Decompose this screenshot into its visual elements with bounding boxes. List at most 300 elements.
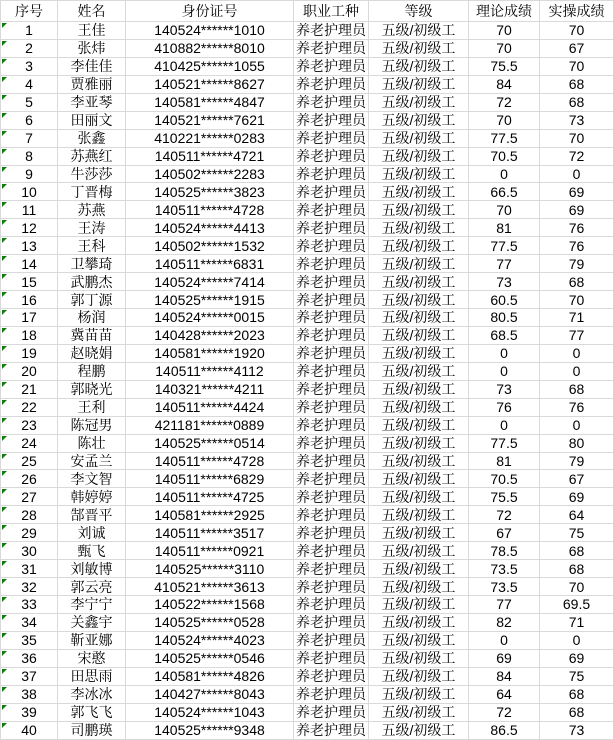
cell-value: 五级/初级工 — [382, 23, 456, 37]
cell-practical_score[interactable] — [540, 291, 613, 309]
cell-level[interactable] — [369, 685, 469, 703]
cell-practical_score[interactable] — [540, 667, 613, 685]
cell-occupation[interactable] — [294, 326, 369, 344]
cell-occupation[interactable] — [294, 542, 369, 560]
cell-name[interactable] — [58, 22, 126, 40]
cell-occupation[interactable] — [294, 219, 369, 237]
cell-id_number[interactable] — [126, 613, 294, 631]
cell-theory_score[interactable] — [469, 362, 540, 380]
cell-name[interactable] — [58, 255, 126, 273]
cell-id_number[interactable] — [126, 631, 294, 649]
cell-id_number[interactable] — [126, 685, 294, 703]
cell-name[interactable] — [58, 165, 126, 183]
cell-name[interactable] — [58, 326, 126, 344]
cell-level[interactable] — [369, 129, 469, 147]
cell-name[interactable] — [58, 434, 126, 452]
cell-level[interactable] — [369, 506, 469, 524]
cell-practical_score[interactable] — [540, 22, 613, 40]
cell-level[interactable] — [369, 542, 469, 560]
cell-occupation[interactable] — [294, 578, 369, 596]
cell-level[interactable] — [369, 721, 469, 739]
cell-practical_score[interactable] — [540, 237, 613, 255]
cell-practical_score[interactable] — [540, 201, 613, 219]
cell-name[interactable] — [58, 470, 126, 488]
cell-occupation[interactable] — [294, 183, 369, 201]
cell-occupation[interactable] — [294, 201, 369, 219]
cell-name[interactable] — [58, 578, 126, 596]
cell-id_number[interactable] — [126, 129, 294, 147]
cell-level[interactable] — [369, 434, 469, 452]
cell-occupation[interactable] — [294, 703, 369, 721]
cell-name[interactable] — [58, 57, 126, 75]
cell-level[interactable] — [369, 255, 469, 273]
cell-index[interactable] — [1, 111, 58, 129]
cell-index[interactable] — [1, 183, 58, 201]
cell-theory_score[interactable] — [469, 344, 540, 362]
cell-id_number[interactable] — [126, 57, 294, 75]
cell-name[interactable] — [58, 613, 126, 631]
cell-id_number[interactable] — [126, 255, 294, 273]
cell-id_number[interactable] — [126, 416, 294, 434]
cell-index[interactable] — [1, 470, 58, 488]
cell-level[interactable] — [369, 703, 469, 721]
cell-name[interactable] — [58, 291, 126, 309]
cell-level[interactable] — [369, 560, 469, 578]
cell-occupation[interactable] — [294, 398, 369, 416]
cell-theory_score[interactable] — [469, 75, 540, 93]
column-header-level[interactable] — [369, 1, 469, 22]
cell-name[interactable] — [58, 201, 126, 219]
cell-practical_score[interactable] — [540, 685, 613, 703]
cell-occupation[interactable] — [294, 667, 369, 685]
cell-occupation[interactable] — [294, 470, 369, 488]
cell-id_number[interactable] — [126, 649, 294, 667]
cell-level[interactable] — [369, 596, 469, 614]
cell-name[interactable] — [58, 542, 126, 560]
column-header-index[interactable] — [1, 1, 58, 22]
cell-name[interactable] — [58, 721, 126, 739]
cell-name[interactable] — [58, 344, 126, 362]
cell-index[interactable] — [1, 201, 58, 219]
cell-index[interactable] — [1, 219, 58, 237]
cell-id_number[interactable] — [126, 309, 294, 327]
cell-index[interactable] — [1, 291, 58, 309]
cell-level[interactable] — [369, 524, 469, 542]
cell-value: 23 — [21, 418, 37, 432]
cell-occupation[interactable] — [294, 147, 369, 165]
column-header-practical_score[interactable] — [540, 1, 613, 22]
cell-practical_score[interactable] — [540, 309, 613, 327]
cell-practical_score[interactable] — [540, 524, 613, 542]
cell-theory_score[interactable] — [469, 326, 540, 344]
cell-name[interactable] — [58, 75, 126, 93]
cell-theory_score[interactable] — [469, 434, 540, 452]
cell-practical_score[interactable] — [540, 488, 613, 506]
cell-name[interactable] — [58, 111, 126, 129]
green-triangle-icon — [2, 400, 7, 405]
cell-occupation[interactable] — [294, 649, 369, 667]
cell-occupation[interactable] — [294, 488, 369, 506]
cell-occupation[interactable] — [294, 506, 369, 524]
cell-id_number[interactable] — [126, 75, 294, 93]
cell-id_number[interactable] — [126, 183, 294, 201]
cell-value: 70 — [569, 23, 585, 37]
cell-theory_score[interactable] — [469, 165, 540, 183]
cell-id_number[interactable] — [126, 578, 294, 596]
cell-index[interactable] — [1, 631, 58, 649]
green-triangle-icon — [2, 292, 7, 297]
cell-occupation[interactable] — [294, 309, 369, 327]
cell-id_number[interactable] — [126, 703, 294, 721]
cell-index[interactable] — [1, 488, 58, 506]
cell-level[interactable] — [369, 578, 469, 596]
cell-theory_score[interactable] — [469, 488, 540, 506]
cell-level[interactable] — [369, 165, 469, 183]
cell-practical_score[interactable] — [540, 57, 613, 75]
cell-index[interactable] — [1, 344, 58, 362]
cell-name[interactable] — [58, 129, 126, 147]
cell-practical_score[interactable] — [540, 560, 613, 578]
cell-occupation[interactable] — [294, 721, 369, 739]
cell-occupation[interactable] — [294, 255, 369, 273]
cell-name[interactable] — [58, 560, 126, 578]
cell-level[interactable] — [369, 183, 469, 201]
cell-theory_score[interactable] — [469, 380, 540, 398]
cell-theory_score[interactable] — [469, 649, 540, 667]
cell-level[interactable] — [369, 667, 469, 685]
cell-index[interactable] — [1, 22, 58, 40]
cell-index[interactable] — [1, 362, 58, 380]
cell-theory_score[interactable] — [469, 452, 540, 470]
cell-practical_score[interactable] — [540, 93, 613, 111]
cell-practical_score[interactable] — [540, 596, 613, 614]
cell-name[interactable] — [58, 506, 126, 524]
cell-level[interactable] — [369, 111, 469, 129]
cell-value: 68.5 — [490, 328, 517, 342]
cell-id_number[interactable] — [126, 237, 294, 255]
cell-practical_score[interactable] — [540, 398, 613, 416]
cell-practical_score[interactable] — [540, 380, 613, 398]
cell-theory_score[interactable] — [469, 703, 540, 721]
cell-occupation[interactable] — [294, 416, 369, 434]
cell-index[interactable] — [1, 255, 58, 273]
cell-theory_score[interactable] — [469, 685, 540, 703]
cell-index[interactable] — [1, 165, 58, 183]
cell-theory_score[interactable] — [469, 273, 540, 291]
cell-level[interactable] — [369, 362, 469, 380]
cell-practical_score[interactable] — [540, 165, 613, 183]
cell-level[interactable] — [369, 631, 469, 649]
cell-occupation[interactable] — [294, 273, 369, 291]
cell-occupation[interactable] — [294, 22, 369, 40]
cell-id_number[interactable] — [126, 362, 294, 380]
cell-id_number[interactable] — [126, 721, 294, 739]
cell-theory_score[interactable] — [469, 111, 540, 129]
cell-theory_score[interactable] — [469, 309, 540, 327]
cell-theory_score[interactable] — [469, 470, 540, 488]
cell-id_number[interactable] — [126, 524, 294, 542]
cell-practical_score[interactable] — [540, 631, 613, 649]
cell-occupation[interactable] — [294, 75, 369, 93]
cell-id_number[interactable] — [126, 380, 294, 398]
cell-name[interactable] — [58, 237, 126, 255]
cell-level[interactable] — [369, 488, 469, 506]
cell-practical_score[interactable] — [540, 129, 613, 147]
cell-level[interactable] — [369, 398, 469, 416]
cell-id_number[interactable] — [126, 344, 294, 362]
cell-index[interactable] — [1, 416, 58, 434]
cell-id_number[interactable] — [126, 111, 294, 129]
cell-practical_score[interactable] — [540, 613, 613, 631]
cell-id_number[interactable] — [126, 291, 294, 309]
cell-theory_score[interactable] — [469, 721, 540, 739]
cell-occupation[interactable] — [294, 39, 369, 57]
cell-index[interactable] — [1, 93, 58, 111]
cell-occupation[interactable] — [294, 434, 369, 452]
cell-id_number[interactable] — [126, 506, 294, 524]
cell-level[interactable] — [369, 344, 469, 362]
cell-index[interactable] — [1, 57, 58, 75]
cell-occupation[interactable] — [294, 57, 369, 75]
cell-level[interactable] — [369, 147, 469, 165]
cell-practical_score[interactable] — [540, 362, 613, 380]
cell-value: 32 — [21, 580, 37, 594]
column-header-name[interactable] — [58, 1, 126, 22]
cell-name[interactable] — [58, 631, 126, 649]
cell-name[interactable] — [58, 488, 126, 506]
cell-name[interactable] — [58, 667, 126, 685]
cell-name[interactable] — [58, 452, 126, 470]
cell-id_number[interactable] — [126, 93, 294, 111]
cell-name[interactable] — [58, 219, 126, 237]
cell-index[interactable] — [1, 452, 58, 470]
cell-level[interactable] — [369, 57, 469, 75]
cell-level[interactable] — [369, 273, 469, 291]
cell-index[interactable] — [1, 326, 58, 344]
cell-theory_score[interactable] — [469, 613, 540, 631]
cell-practical_score[interactable] — [540, 219, 613, 237]
cell-theory_score[interactable] — [469, 398, 540, 416]
cell-occupation[interactable] — [294, 344, 369, 362]
cell-theory_score[interactable] — [469, 93, 540, 111]
cell-practical_score[interactable] — [540, 273, 613, 291]
cell-index[interactable] — [1, 237, 58, 255]
cell-index[interactable] — [1, 273, 58, 291]
cell-level[interactable] — [369, 470, 469, 488]
cell-theory_score[interactable] — [469, 237, 540, 255]
cell-level[interactable] — [369, 452, 469, 470]
cell-practical_score[interactable] — [540, 470, 613, 488]
cell-occupation[interactable] — [294, 560, 369, 578]
cell-value: 25 — [21, 454, 37, 468]
cell-index[interactable] — [1, 649, 58, 667]
cell-theory_score[interactable] — [469, 578, 540, 596]
cell-occupation[interactable] — [294, 685, 369, 703]
cell-theory_score[interactable] — [469, 39, 540, 57]
cell-theory_score[interactable] — [469, 22, 540, 40]
cell-name[interactable] — [58, 524, 126, 542]
cell-occupation[interactable] — [294, 524, 369, 542]
cell-theory_score[interactable] — [469, 57, 540, 75]
cell-occupation[interactable] — [294, 596, 369, 614]
cell-index[interactable] — [1, 596, 58, 614]
cell-name[interactable] — [58, 398, 126, 416]
cell-occupation[interactable] — [294, 631, 369, 649]
cell-level[interactable] — [369, 39, 469, 57]
cell-id_number[interactable] — [126, 667, 294, 685]
column-header-label: 姓名 — [78, 4, 106, 18]
cell-practical_score[interactable] — [540, 147, 613, 165]
cell-id_number[interactable] — [126, 201, 294, 219]
cell-theory_score[interactable] — [469, 631, 540, 649]
cell-theory_score[interactable] — [469, 416, 540, 434]
cell-level[interactable] — [369, 380, 469, 398]
cell-index[interactable] — [1, 398, 58, 416]
cell-practical_score[interactable] — [540, 344, 613, 362]
cell-value: 郭云亮 — [71, 580, 113, 594]
cell-practical_score[interactable] — [540, 183, 613, 201]
cell-index[interactable] — [1, 721, 58, 739]
cell-level[interactable] — [369, 649, 469, 667]
cell-occupation[interactable] — [294, 362, 369, 380]
cell-name[interactable] — [58, 649, 126, 667]
cell-index[interactable] — [1, 75, 58, 93]
cell-occupation[interactable] — [294, 380, 369, 398]
cell-occupation[interactable] — [294, 93, 369, 111]
cell-practical_score[interactable] — [540, 434, 613, 452]
cell-id_number[interactable] — [126, 470, 294, 488]
cell-index[interactable] — [1, 380, 58, 398]
cell-index[interactable] — [1, 39, 58, 57]
cell-practical_score[interactable] — [540, 255, 613, 273]
cell-index[interactable] — [1, 309, 58, 327]
cell-level[interactable] — [369, 219, 469, 237]
cell-theory_score[interactable] — [469, 147, 540, 165]
cell-occupation[interactable] — [294, 165, 369, 183]
cell-index[interactable] — [1, 542, 58, 560]
cell-theory_score[interactable] — [469, 506, 540, 524]
cell-practical_score[interactable] — [540, 721, 613, 739]
cell-id_number[interactable] — [126, 22, 294, 40]
column-header-occupation[interactable] — [294, 1, 369, 22]
cell-level[interactable] — [369, 237, 469, 255]
cell-practical_score[interactable] — [540, 416, 613, 434]
cell-theory_score[interactable] — [469, 255, 540, 273]
cell-practical_score[interactable] — [540, 39, 613, 57]
cell-occupation[interactable] — [294, 613, 369, 631]
cell-theory_score[interactable] — [469, 183, 540, 201]
cell-practical_score[interactable] — [540, 326, 613, 344]
cell-theory_score[interactable] — [469, 542, 540, 560]
cell-occupation[interactable] — [294, 237, 369, 255]
cell-level[interactable] — [369, 291, 469, 309]
cell-id_number[interactable] — [126, 452, 294, 470]
cell-practical_score[interactable] — [540, 452, 613, 470]
cell-level[interactable] — [369, 93, 469, 111]
cell-index[interactable] — [1, 434, 58, 452]
cell-level[interactable] — [369, 22, 469, 40]
green-triangle-icon — [2, 274, 7, 279]
cell-practical_score[interactable] — [540, 649, 613, 667]
cell-theory_score[interactable] — [469, 560, 540, 578]
cell-index[interactable] — [1, 703, 58, 721]
cell-name[interactable] — [58, 380, 126, 398]
cell-theory_score[interactable] — [469, 667, 540, 685]
cell-index[interactable] — [1, 560, 58, 578]
cell-id_number[interactable] — [126, 39, 294, 57]
cell-index[interactable] — [1, 147, 58, 165]
cell-level[interactable] — [369, 309, 469, 327]
cell-occupation[interactable] — [294, 291, 369, 309]
cell-theory_score[interactable] — [469, 129, 540, 147]
cell-id_number[interactable] — [126, 398, 294, 416]
cell-name[interactable] — [58, 309, 126, 327]
cell-theory_score[interactable] — [469, 524, 540, 542]
cell-occupation[interactable] — [294, 111, 369, 129]
cell-level[interactable] — [369, 75, 469, 93]
cell-name[interactable] — [58, 416, 126, 434]
cell-level[interactable] — [369, 201, 469, 219]
cell-practical_score[interactable] — [540, 703, 613, 721]
cell-name[interactable] — [58, 596, 126, 614]
cell-practical_score[interactable] — [540, 111, 613, 129]
cell-id_number[interactable] — [126, 488, 294, 506]
cell-id_number[interactable] — [126, 560, 294, 578]
cell-index[interactable] — [1, 613, 58, 631]
cell-practical_score[interactable] — [540, 506, 613, 524]
cell-theory_score[interactable] — [469, 219, 540, 237]
cell-index[interactable] — [1, 578, 58, 596]
cell-name[interactable] — [58, 273, 126, 291]
cell-name[interactable] — [58, 183, 126, 201]
cell-practical_score[interactable] — [540, 578, 613, 596]
cell-value: 16 — [21, 293, 37, 307]
cell-name[interactable] — [58, 147, 126, 165]
cell-practical_score[interactable] — [540, 75, 613, 93]
cell-name[interactable] — [58, 362, 126, 380]
cell-id_number[interactable] — [126, 219, 294, 237]
cell-name[interactable] — [58, 703, 126, 721]
cell-level[interactable] — [369, 613, 469, 631]
cell-value: 78.5 — [490, 544, 517, 558]
cell-practical_score[interactable] — [540, 542, 613, 560]
cell-occupation[interactable] — [294, 452, 369, 470]
cell-index[interactable] — [1, 685, 58, 703]
cell-theory_score[interactable] — [469, 596, 540, 614]
column-header-id_number[interactable] — [126, 1, 294, 22]
cell-id_number[interactable] — [126, 542, 294, 560]
cell-name[interactable] — [58, 39, 126, 57]
cell-theory_score[interactable] — [469, 201, 540, 219]
cell-id_number[interactable] — [126, 596, 294, 614]
cell-id_number[interactable] — [126, 273, 294, 291]
cell-id_number[interactable] — [126, 434, 294, 452]
cell-level[interactable] — [369, 326, 469, 344]
cell-index[interactable] — [1, 129, 58, 147]
cell-index[interactable] — [1, 506, 58, 524]
cell-id_number[interactable] — [126, 326, 294, 344]
cell-id_number[interactable] — [126, 147, 294, 165]
cell-level[interactable] — [369, 416, 469, 434]
cell-name[interactable] — [58, 93, 126, 111]
column-header-theory_score[interactable] — [469, 1, 540, 22]
cell-name[interactable] — [58, 685, 126, 703]
cell-id_number[interactable] — [126, 165, 294, 183]
cell-index[interactable] — [1, 667, 58, 685]
cell-index[interactable] — [1, 524, 58, 542]
cell-theory_score[interactable] — [469, 291, 540, 309]
cell-occupation[interactable] — [294, 129, 369, 147]
